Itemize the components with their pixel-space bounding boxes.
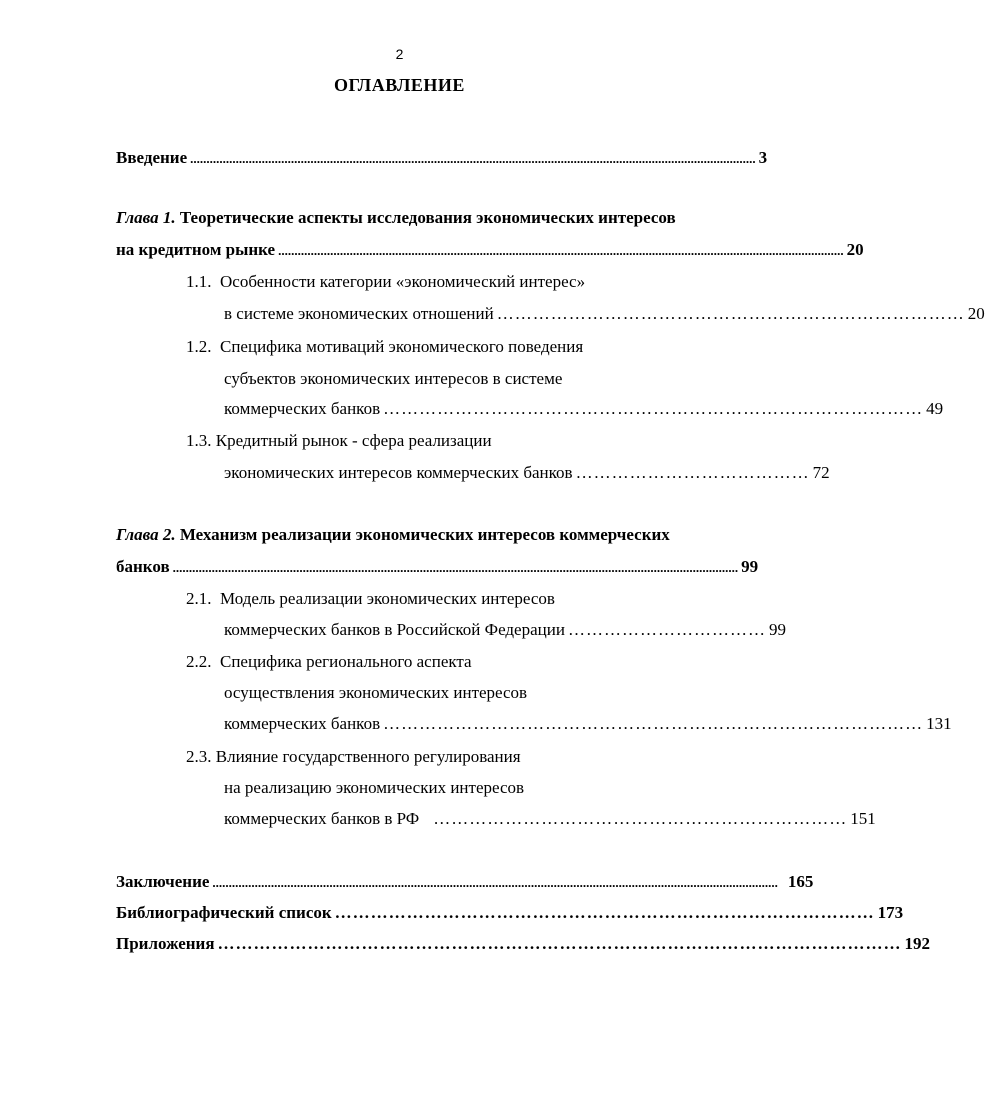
page-number: 2 xyxy=(395,46,404,62)
leader-dots: …………………………… xyxy=(567,620,766,639)
section-title: Особенности категории «экономический интерес» xyxy=(220,272,586,291)
toc-entry-page: 131 xyxy=(926,714,952,733)
chapter-1-heading[interactable] xyxy=(116,206,749,230)
leader-dots: .............................................................................................................................................................................. xyxy=(278,243,844,258)
toc-entry-page: 151 xyxy=(850,809,876,828)
section-number: 2.1. xyxy=(186,589,212,608)
section-title: Модель реализации экономических интересов xyxy=(220,589,555,608)
leader-dots: …………………………………………………………………… xyxy=(496,304,965,323)
leader-dots: .............................................................................................................................................................................. xyxy=(172,560,739,575)
toc-entry-chapter-2[interactable] xyxy=(116,555,759,579)
section-title: коммерческих банков xyxy=(224,399,381,418)
section-1-3-line1[interactable] xyxy=(186,429,492,453)
leader-dots: .............................................................................................................................................................................. xyxy=(190,151,756,166)
section-title: Специфика регионального аспекта xyxy=(220,652,472,671)
section-2-3-line2: на реализацию экономических интересов xyxy=(224,778,525,797)
section-1-3-line2[interactable] xyxy=(224,461,830,485)
section-title: в системе экономических отношений xyxy=(224,304,494,323)
toc-entry-conclusion[interactable] xyxy=(116,870,814,894)
section-title: коммерческих банков в Российской Федерации xyxy=(224,620,565,639)
section-title: коммерческих банков в РФ xyxy=(224,809,420,828)
section-2-3-line1[interactable] xyxy=(186,745,521,769)
leader-dots: …………………………………………………………… xyxy=(433,809,848,828)
toc-entry-bibliography[interactable] xyxy=(116,901,904,925)
leader-dots: ……………………………………………………………………………… xyxy=(383,399,924,418)
toc-entry-page: 173 xyxy=(877,903,904,922)
section-1-2-line2: субъектов экономических интересов в системе xyxy=(224,369,563,388)
leader-dots: …………………………………………………………………………………………………… xyxy=(217,934,902,953)
toc-entry-page: 165 xyxy=(787,872,814,891)
chapter-1-heading-text xyxy=(116,206,676,230)
toc-entry-page: 49 xyxy=(926,399,944,418)
toc-entry-label: Заключение xyxy=(116,872,210,891)
section-number: 2.3. xyxy=(186,747,212,766)
section-2-3-line3[interactable] xyxy=(224,807,876,831)
section-2-2-line1[interactable] xyxy=(186,650,472,674)
toc-entry-intro[interactable] xyxy=(116,146,768,170)
section-2-2-line2: осуществления экономических интересов xyxy=(224,683,528,702)
toc-entry-page: 72 xyxy=(812,463,830,482)
section-1-2-line3[interactable] xyxy=(224,397,944,421)
toc-entry-label: Введение xyxy=(116,148,188,167)
toc-entry-label: Библиографический список xyxy=(116,903,332,922)
toc-entry-page: 3 xyxy=(758,148,768,167)
section-2-1-line1[interactable] xyxy=(186,587,555,611)
toc-entry-page: 20 xyxy=(846,240,864,259)
section-1-1-line2[interactable] xyxy=(224,302,985,326)
toc-entry-appendices[interactable] xyxy=(116,932,931,956)
section-number: 1.1. xyxy=(186,272,212,291)
section-2-2-line3[interactable] xyxy=(224,712,952,736)
section-title: Специфика мотиваций экономического поведения xyxy=(220,337,584,356)
section-title: Кредитный рынок - сфера реализации xyxy=(215,431,492,450)
leader-dots: .............................................................................................................................................................................. xyxy=(212,875,778,890)
chapter-2-title-line2: банков xyxy=(116,557,170,576)
chapter-2-heading[interactable] xyxy=(116,523,749,547)
section-number: 2.2. xyxy=(186,652,212,671)
section-number: 1.2. xyxy=(186,337,212,356)
chapter-1-title-line1: Теоретические аспекты исследования экономических интересов xyxy=(179,208,676,227)
chapter-2-title-line1: Механизм реализации экономических интересов коммерческих xyxy=(179,525,670,544)
toc-entry-page: 20 xyxy=(967,304,985,323)
page-title: ОГЛАВЛЕНИЕ xyxy=(334,75,465,95)
chapter-1-title-line2: на кредитном рынке xyxy=(116,240,276,259)
toc-entry-page: 192 xyxy=(904,934,931,953)
chapter-2-heading-text xyxy=(116,523,670,547)
chapter-2-prefix: Глава 2. xyxy=(116,525,176,544)
section-2-1-line2[interactable] xyxy=(224,618,786,642)
toc-entry-label: Приложения xyxy=(116,934,215,953)
section-1-2-line1[interactable] xyxy=(186,335,583,359)
toc-entry-page: 99 xyxy=(741,557,759,576)
leader-dots: ……………………………………………………………………………… xyxy=(334,903,875,922)
section-title: коммерческих банков xyxy=(224,714,381,733)
section-title: Влияние государственного регулирования xyxy=(215,747,521,766)
toc-entry-page: 99 xyxy=(768,620,786,639)
chapter-1-prefix: Глава 1. xyxy=(116,208,176,227)
leader-dots: ………………………………… xyxy=(575,463,810,482)
section-title: экономических интересов коммерческих банков xyxy=(224,463,573,482)
leader-dots: ……………………………………………………………………………… xyxy=(383,714,924,733)
section-number: 1.3. xyxy=(186,431,212,450)
toc-entry-chapter-1[interactable] xyxy=(116,238,864,262)
section-1-1-line1[interactable] xyxy=(186,270,585,294)
